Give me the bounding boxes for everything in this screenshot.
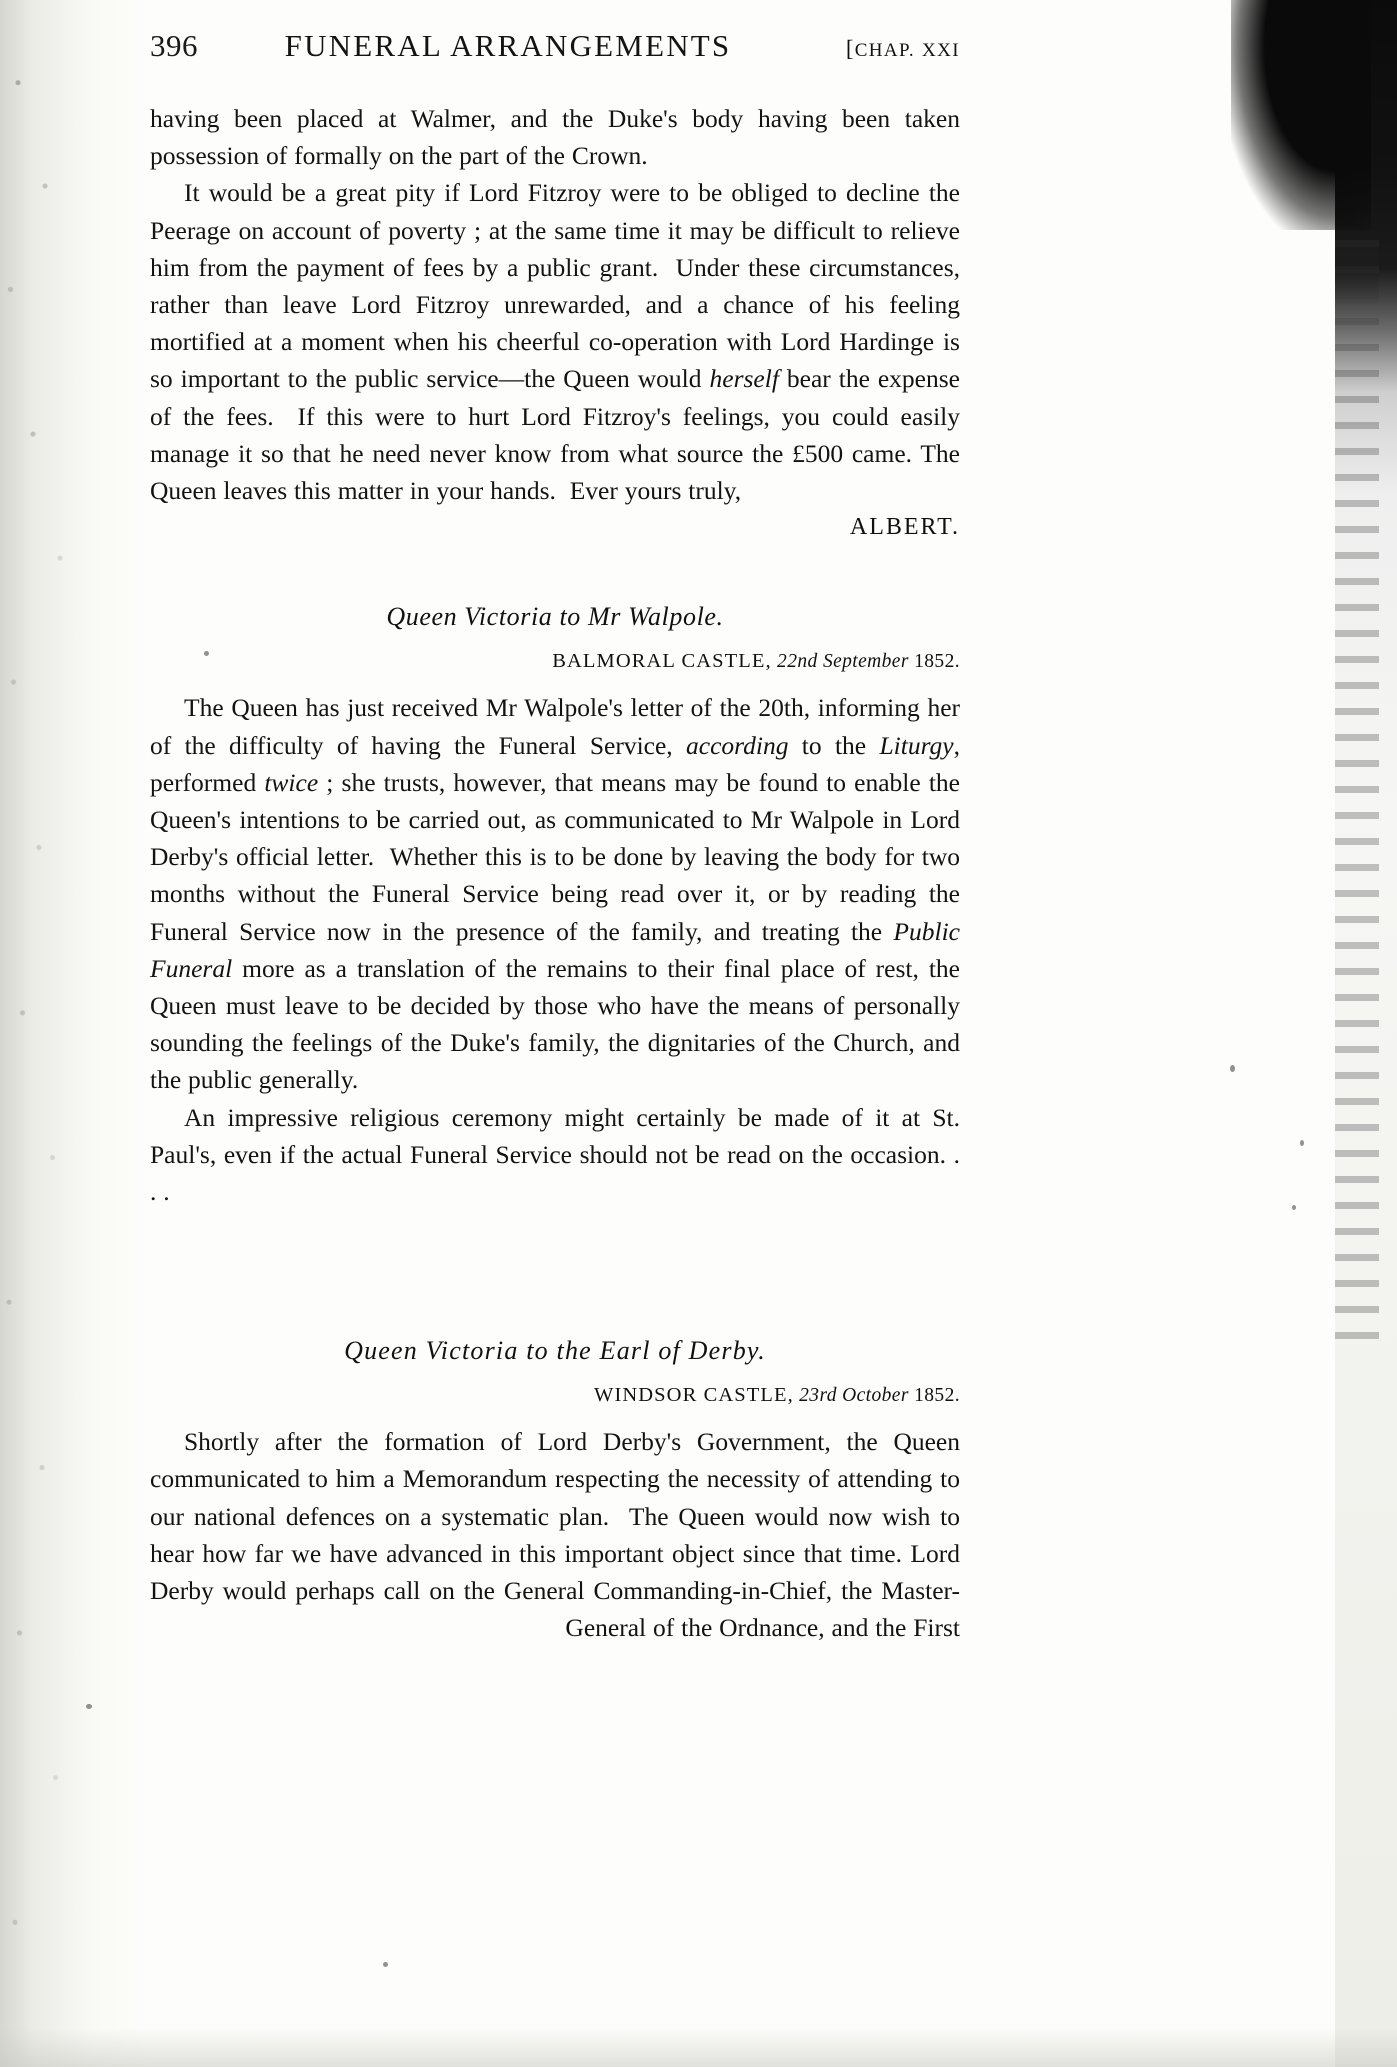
sentence-b: The Queen would now wish to hear how far we have advanced in this important object since that time. Lord Derby would perhaps call on the General Commanding-in-Chief, the Master-General of the Ordnance, and the First [150, 1501, 960, 1643]
chapter-ref-number: XXI [922, 40, 960, 61]
paragraph-fitzroy-peerage [150, 174, 960, 509]
italic-liturgy: Liturgy [879, 730, 954, 760]
bottom-edge-shadow [0, 2027, 1397, 2067]
dateline-day: 22nd [777, 651, 818, 673]
right-edge-scan-streaks [1335, 240, 1379, 1340]
chapter-ref-bracket: [ [845, 36, 855, 61]
page-header [150, 28, 960, 70]
italic-according: according [686, 730, 789, 760]
dateline-month: September [822, 651, 909, 673]
page-speck [1230, 1065, 1235, 1072]
sentence-d: If this were to hurt Lord Fitzroy's feelings, you could easily manage it so that he need never know from what source the £500 came. The Queen leaves this matter in your hands. [150, 401, 960, 506]
left-edge-speckles [0, 0, 150, 2067]
dateline-place: BALMORAL CASTLE, [552, 650, 772, 673]
dateline-year: 1852. [914, 1385, 960, 1407]
right-edge-ink-blot [1231, 0, 1371, 230]
sentence-c: bear the expense of the fees. [150, 364, 960, 431]
section-gap [150, 1210, 960, 1280]
sentence-e: Ever yours truly, [569, 476, 742, 506]
dateline-walpole [150, 650, 960, 673]
italic-public-funeral: Public Funeral [150, 916, 960, 983]
italic-twice: twice [264, 767, 319, 797]
italic-herself: herself [709, 364, 779, 394]
letter-heading-walpole: Queen Victoria to Mr Walpole. [386, 602, 724, 632]
sentence-e: Whether this is to be done by leaving the body for two months without the Funeral Service being read over it, or by reading the Funeral Service now in the presence of the family, and treating the [150, 842, 961, 946]
dateline-month: October [842, 1385, 909, 1407]
page-speck [383, 1962, 388, 1967]
paragraph-derby-1 [150, 1423, 960, 1646]
sentence-b: Under these circumstances, rather than leave Lord Fitzroy unrewarded, and a chance of his feeling mortified at a moment when his cheerful co-operation with Lord Hardinge is so important to the public service—the Queen would [150, 252, 960, 394]
page-speck [1292, 1205, 1296, 1210]
page-speck [1300, 1140, 1304, 1146]
sentence-a: Shortly after the formation of Lord Derby's Government, the Queen communicated to him a Memorandum respecting the necessity of attending to our national defences on a systematic plan. [150, 1427, 960, 1531]
sentence-a: It would be a great pity if Lord Fitzroy were to be obliged to decline the Peerage on account of poverty ; at the same time it may be difficult to relieve him from the payment of fees by a public grant. [150, 178, 960, 282]
sentence-a: The Queen has just received Mr Walpole's letter of the 20th, informing her of the difficulty of having the Funeral Service, [150, 693, 960, 760]
chapter-ref-word: CHAP. [854, 40, 916, 61]
page-text-column [150, 28, 960, 1647]
letter-signature: ALBERT. [849, 514, 960, 541]
dateline-day: 23rd [799, 1385, 837, 1407]
page-number: 396 [150, 28, 198, 63]
page-speck [86, 1704, 92, 1709]
running-head: FUNERAL ARRANGEMENTS [284, 28, 732, 63]
signature-line [150, 509, 960, 546]
letter-heading-derby: Queen Victoria to the Earl of Derby. [344, 1336, 766, 1366]
dateline-year: 1852. [914, 651, 960, 673]
sentence-c: , performed [150, 730, 960, 797]
sentence-b: to the [788, 730, 880, 760]
dateline-place: WINDSOR CASTLE, [594, 1384, 794, 1407]
dateline-derby [150, 1384, 960, 1407]
paragraph-walpole-1 [150, 689, 960, 1098]
paragraph-continued: having been placed at Walmer, and the Duke's body having been taken possession of formally on the part of the Crown. [150, 104, 960, 171]
sentence-f: more as a translation of the remains to their final place of rest, the Queen must leave to be decided by those who have the means of personally sounding the feelings of the Duke's family, the dignitaries of the Church, and the public generally. [150, 953, 960, 1095]
chapter-reference [792, 36, 960, 62]
paragraph-walpole-2: An impressive religious ceremony might certainly be made of it at St. Paul's, even if the actual Funeral Service should not be read on the occasion. . . . [150, 1102, 960, 1207]
sentence-d: ; she trusts, however, that means may be found to enable the Queen's intentions to be carried out, as communicated to Mr Walpole in Lord Derby's official letter. [150, 767, 961, 872]
